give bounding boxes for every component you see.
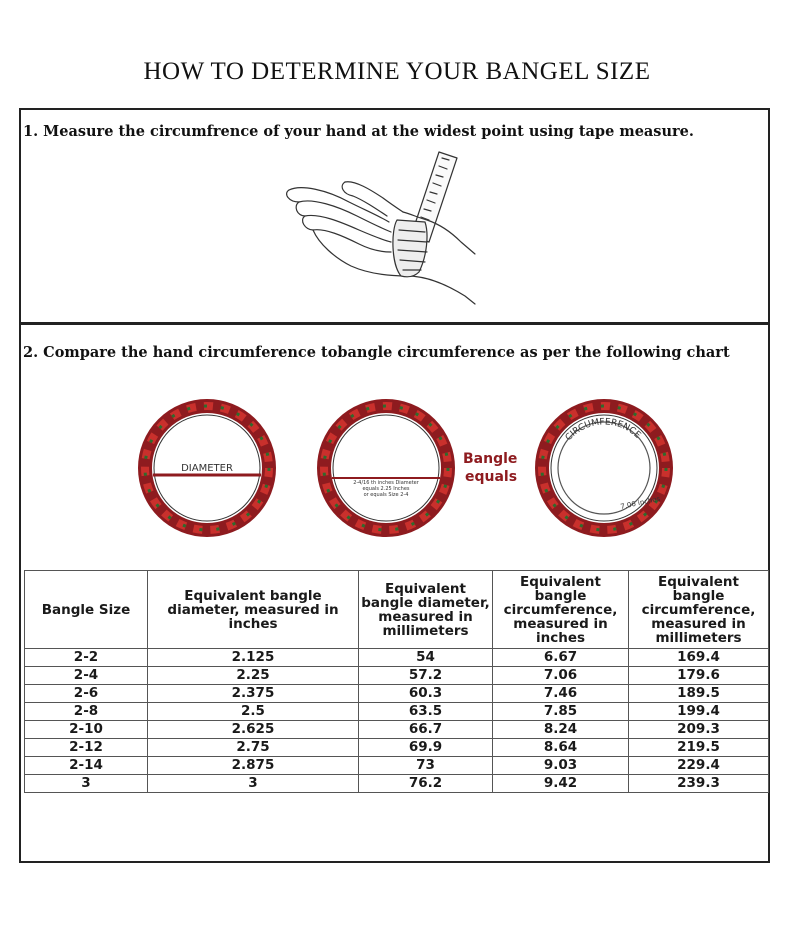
cell-diameter-mm: 69.9 — [359, 739, 493, 757]
table-row — [25, 649, 769, 667]
cell-circumference-mm: 189.5 — [629, 685, 769, 703]
cell-circumference-mm: 209.3 — [629, 721, 769, 739]
cell-diameter-mm: 76.2 — [359, 775, 493, 793]
size-note-line2: equals 2.25 Inches — [362, 486, 410, 492]
cell-diameter-inches: 2.125 — [148, 649, 359, 667]
cell-diameter-mm: 57.2 — [359, 667, 493, 685]
table-row — [25, 685, 769, 703]
cell-size: 2-8 — [25, 703, 148, 721]
cell-diameter-mm: 60.3 — [359, 685, 493, 703]
cell-circumference-mm: 169.4 — [629, 649, 769, 667]
circumference-label: CIRCUMFERENCE — [563, 417, 643, 444]
cell-circumference-inches: 6.67 — [493, 649, 629, 667]
table-header-row — [25, 571, 769, 649]
cell-circumference-mm: 239.3 — [629, 775, 769, 793]
step2-panel — [19, 323, 770, 863]
header-diameter-inches: Equivalent bangle diameter, measured in inches — [148, 571, 359, 649]
step1-instruction: 1. Measure the circumfrence of your hand at the widest point using tape measure. — [23, 123, 694, 140]
cell-circumference-inches: 8.24 — [493, 721, 629, 739]
hand-measure-illustration — [279, 146, 479, 318]
bangle-size-note-figure — [324, 406, 448, 530]
cell-diameter-inches: 2.75 — [148, 739, 359, 757]
cell-size: 2-10 — [25, 721, 148, 739]
table-row — [25, 757, 769, 775]
cell-size: 2-4 — [25, 667, 148, 685]
table-row — [25, 775, 769, 793]
cell-circumference-inches: 7.85 — [493, 703, 629, 721]
bangle-diagram — [21, 391, 768, 551]
cell-circumference-mm: 219.5 — [629, 739, 769, 757]
cell-circumference-inches: 9.42 — [493, 775, 629, 793]
cell-size: 3 — [25, 775, 148, 793]
cell-circumference-inches: 8.64 — [493, 739, 629, 757]
cell-diameter-mm: 66.7 — [359, 721, 493, 739]
page-title: HOW TO DETERMINE YOUR BANGEL SIZE — [143, 58, 651, 85]
cell-diameter-inches: 2.375 — [148, 685, 359, 703]
bangle-equals-line1: Bangle — [463, 451, 518, 467]
cell-circumference-inches: 7.06 — [493, 667, 629, 685]
header-diameter-mm: Equivalent bangle diameter, measured in millimeters — [359, 571, 493, 649]
cell-size: 2-12 — [25, 739, 148, 757]
table-row — [25, 667, 769, 685]
step1-panel — [19, 108, 770, 324]
cell-size: 2-2 — [25, 649, 148, 667]
cell-circumference-mm: 179.6 — [629, 667, 769, 685]
table-row — [25, 703, 769, 721]
cell-diameter-mm: 73 — [359, 757, 493, 775]
cell-diameter-inches: 2.875 — [148, 757, 359, 775]
bangle-diameter-figure — [145, 406, 269, 530]
table-row — [25, 739, 769, 757]
circumference-value: 7.06 inches — [619, 494, 661, 511]
cell-circumference-inches: 9.03 — [493, 757, 629, 775]
header-bangle-size: Bangle Size — [25, 571, 148, 649]
header-circumference-inches: Equivalent bangle circumference, measured in inches — [493, 571, 629, 649]
cell-diameter-mm: 54 — [359, 649, 493, 667]
bangle-size-table — [24, 570, 769, 793]
header-circumference-mm: Equivalent bangle circumference, measured in millimeters — [629, 571, 769, 649]
cell-diameter-inches: 2.625 — [148, 721, 359, 739]
bangle-circumference-figure — [542, 406, 666, 530]
cell-size: 2-14 — [25, 757, 148, 775]
bangle-equals-line2: equals — [465, 469, 518, 485]
cell-size: 2-6 — [25, 685, 148, 703]
cell-diameter-inches: 2.5 — [148, 703, 359, 721]
table-row — [25, 721, 769, 739]
cell-diameter-inches: 2.25 — [148, 667, 359, 685]
step2-instruction: 2. Compare the hand circumference tobangle circumference as per the following chart — [23, 344, 730, 361]
diameter-label: DIAMETER — [181, 463, 233, 474]
size-note-line1: 2-4/16 th inches Diameter — [353, 480, 419, 486]
cell-diameter-mm: 63.5 — [359, 703, 493, 721]
cell-circumference-mm: 229.4 — [629, 757, 769, 775]
cell-circumference-inches: 7.46 — [493, 685, 629, 703]
size-note-line3: or equals Size 2-4 — [363, 492, 409, 498]
cell-circumference-mm: 199.4 — [629, 703, 769, 721]
cell-diameter-inches: 3 — [148, 775, 359, 793]
